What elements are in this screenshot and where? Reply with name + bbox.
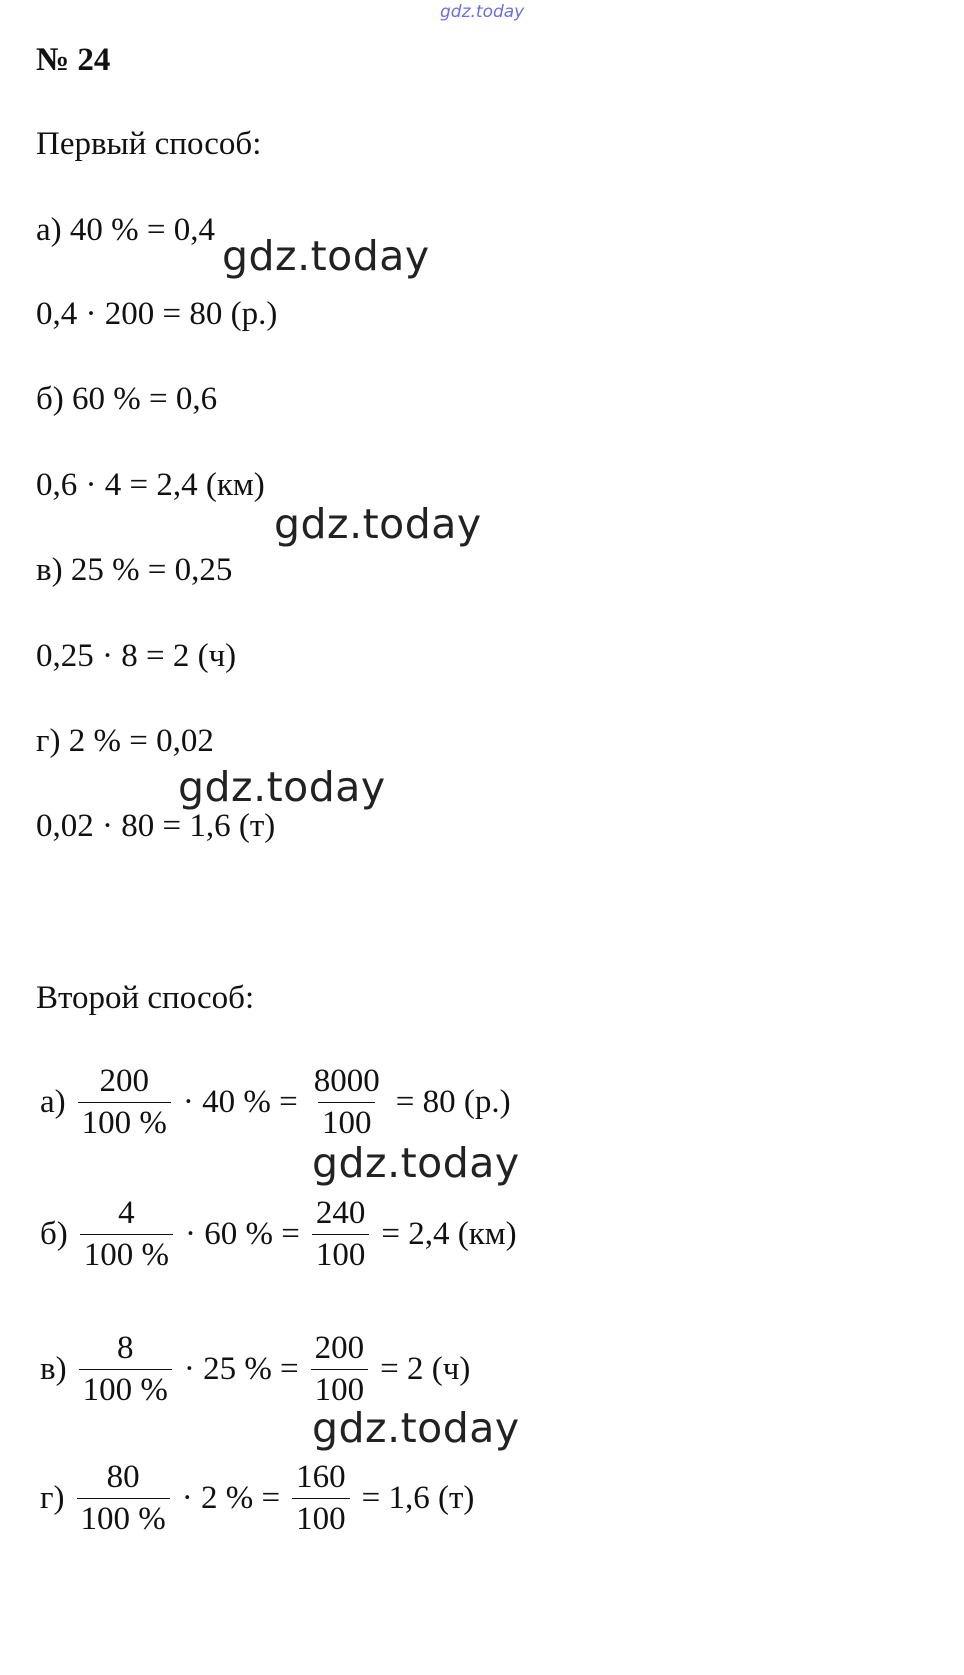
second-method-row-d — [36, 1460, 478, 1536]
first-method-line-c2: 0,25 · 8 = 2 (ч) — [36, 638, 237, 674]
watermark-top: gdz.today — [440, 2, 525, 22]
row-label: б) — [40, 1215, 68, 1252]
denominator: 100 % — [79, 1369, 172, 1408]
watermark-3: gdz.today — [178, 763, 386, 811]
denominator: 100 — [311, 1369, 369, 1408]
second-method-row-a — [36, 1064, 515, 1140]
first-method-line-c1: в) 25 % = 0,25 — [36, 552, 233, 588]
numerator: 80 — [106, 1459, 140, 1495]
result: = 2 (ч) — [380, 1350, 471, 1387]
fraction — [79, 1331, 172, 1407]
fraction — [80, 1196, 173, 1272]
result: = 2,4 (км) — [381, 1215, 517, 1252]
fraction — [78, 1064, 171, 1140]
watermark-2: gdz.today — [274, 500, 482, 548]
fraction — [77, 1460, 170, 1536]
first-method-line-b1: б) 60 % = 0,6 — [36, 381, 218, 417]
numerator: 8000 — [313, 1063, 380, 1099]
first-method-line-d1: г) 2 % = 0,02 — [36, 723, 214, 759]
row-label: г) — [40, 1479, 65, 1516]
numerator: 240 — [315, 1195, 366, 1231]
multiplier: · 2 % = — [181, 1479, 281, 1516]
numerator: 160 — [296, 1459, 346, 1495]
numerator: 8 — [116, 1330, 134, 1366]
numerator: 200 — [314, 1330, 365, 1366]
first-method-line-b2: 0,6 · 4 = 2,4 (км) — [36, 467, 265, 503]
watermark-4: gdz.today — [312, 1139, 520, 1187]
second-method-row-b — [36, 1196, 521, 1272]
fraction — [310, 1064, 384, 1140]
fraction — [312, 1196, 370, 1272]
fraction — [292, 1460, 350, 1536]
denominator: 100 — [318, 1102, 376, 1141]
watermark-1: gdz.today — [222, 232, 430, 280]
multiplier: · 40 % = — [182, 1083, 298, 1120]
denominator: 100 % — [77, 1498, 170, 1537]
result: = 80 (р.) — [395, 1083, 511, 1120]
denominator: 100 — [292, 1498, 350, 1537]
numerator: 4 — [118, 1195, 135, 1231]
second-method-heading: Второй способ: — [36, 980, 255, 1016]
result: = 1,6 (т) — [361, 1479, 475, 1516]
denominator: 100 % — [78, 1102, 171, 1141]
multiplier: · 60 % = — [185, 1215, 300, 1252]
multiplier: · 25 % = — [183, 1350, 299, 1387]
watermark-5: gdz.today — [312, 1404, 520, 1452]
first-method-line-d2: 0,02 · 80 = 1,6 (т) — [36, 808, 276, 844]
denominator: 100 % — [80, 1234, 173, 1273]
first-method-line-a2: 0,4 · 200 = 80 (р.) — [36, 296, 278, 332]
first-method-line-a1: а) 40 % = 0,4 — [36, 212, 215, 248]
numerator: 200 — [99, 1063, 150, 1099]
second-method-row-c — [36, 1331, 474, 1407]
row-label: а) — [40, 1083, 66, 1120]
denominator: 100 — [312, 1234, 370, 1273]
fraction — [311, 1331, 369, 1407]
problem-title: № 24 — [36, 42, 111, 78]
first-method-heading: Первый способ: — [36, 126, 262, 162]
row-label: в) — [40, 1350, 67, 1387]
